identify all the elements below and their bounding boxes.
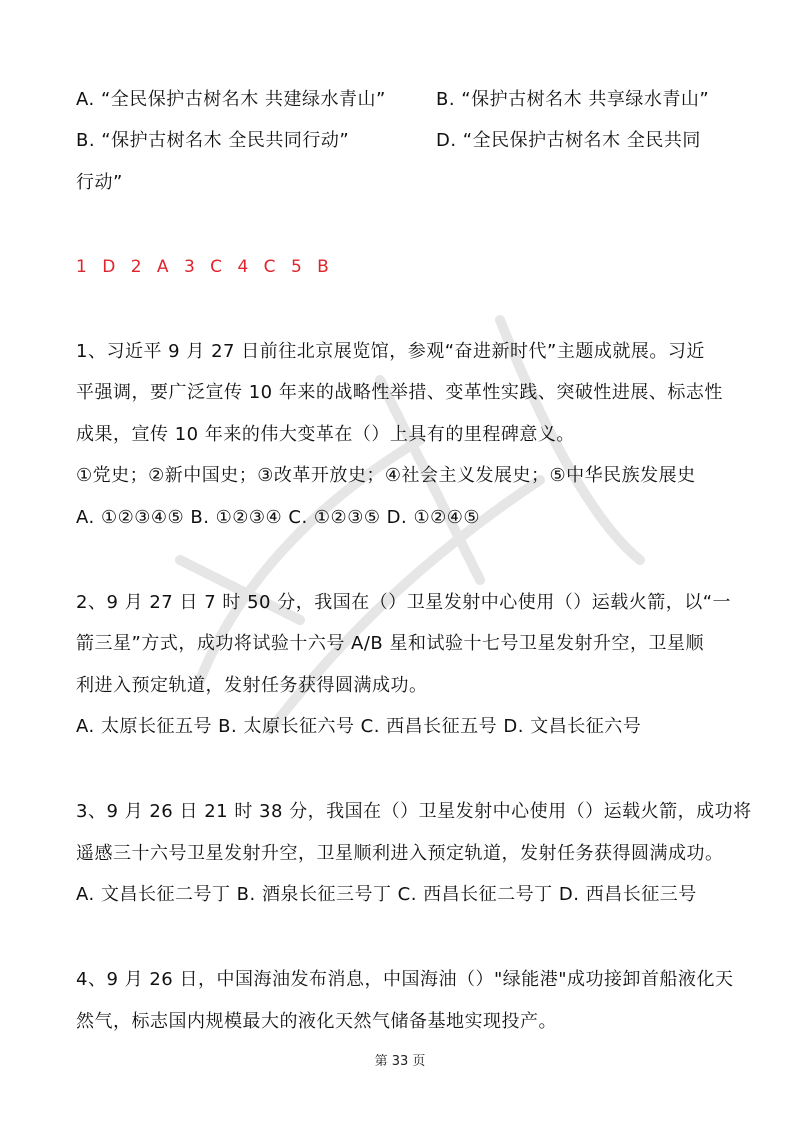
question-4-line-1: 4、9 月 26 日，中国海油发布消息，中国海油（）"绿能港"成功接卸首船液化天 xyxy=(76,969,734,990)
question-3-options: A. 文昌长征二号丁 B. 酒泉长征三号丁 C. 西昌长征二号丁 D. 西昌长征三号 xyxy=(76,884,697,905)
question-2-line-2: 箭三星”方式，成功将试验十六号 A/B 星和试验十七号卫星发射升空，卫星顺 xyxy=(76,633,704,654)
question-1-options: A. ①②③④⑤ B. ①②③④ C. ①②③⑤ D. ①②④⑤ xyxy=(76,507,481,528)
question-2-options: A. 太原长征五号 B. 太原长征六号 C. 西昌长征五号 D. 文昌长征六号 xyxy=(76,716,642,737)
question-1-line-2: 平强调，要广泛宣传 10 年来的战略性举措、变革性实践、突破性进展、标志性 xyxy=(76,382,723,403)
question-1-line-1: 1、习近平 9 月 27 日前往北京展览馆，参观“奋进新时代”主题成就展。习近 xyxy=(76,341,705,362)
option-d: D. “全民保护古树名木 全民共同 xyxy=(436,130,701,151)
answer-key: 1 D 2 A 3 C 4 C 5 B xyxy=(76,257,334,277)
option-c: B. “保护古树名木 全民共同行动” xyxy=(76,130,350,151)
option-d-continued: 行动” xyxy=(76,172,123,193)
question-1-line-4: ①党史；②新中国史；③改革开放史；④社会主义发展史；⑤中华民族发展史 xyxy=(76,465,696,486)
question-2-line-1: 2、9 月 27 日 7 时 50 分，我国在（）卫星发射中心使用（）运载火箭，以“一 xyxy=(76,592,732,613)
question-4-line-2: 然气，标志国内规模最大的液化天然气储备基地实现投产。 xyxy=(76,1011,557,1032)
question-2-line-3: 利进入预定轨道，发射任务获得圆满成功。 xyxy=(76,675,428,696)
question-3-line-2: 遥感三十六号卫星发射升空，卫星顺利进入预定轨道，发射任务获得圆满成功。 xyxy=(76,843,724,864)
question-3-line-1: 3、9 月 26 日 21 时 38 分，我国在（）卫星发射中心使用（）运载火箭，成功将 xyxy=(76,801,752,822)
question-1-line-3: 成果，宣传 10 年来的伟大变革在（）上具有的里程碑意义。 xyxy=(76,424,575,445)
page-number: 第 33 页 xyxy=(374,1054,426,1069)
option-a: A. “全民保护古树名木 共建绿水青山” xyxy=(76,89,386,110)
option-b: B. “保护古树名木 共享绿水青山” xyxy=(436,89,710,110)
